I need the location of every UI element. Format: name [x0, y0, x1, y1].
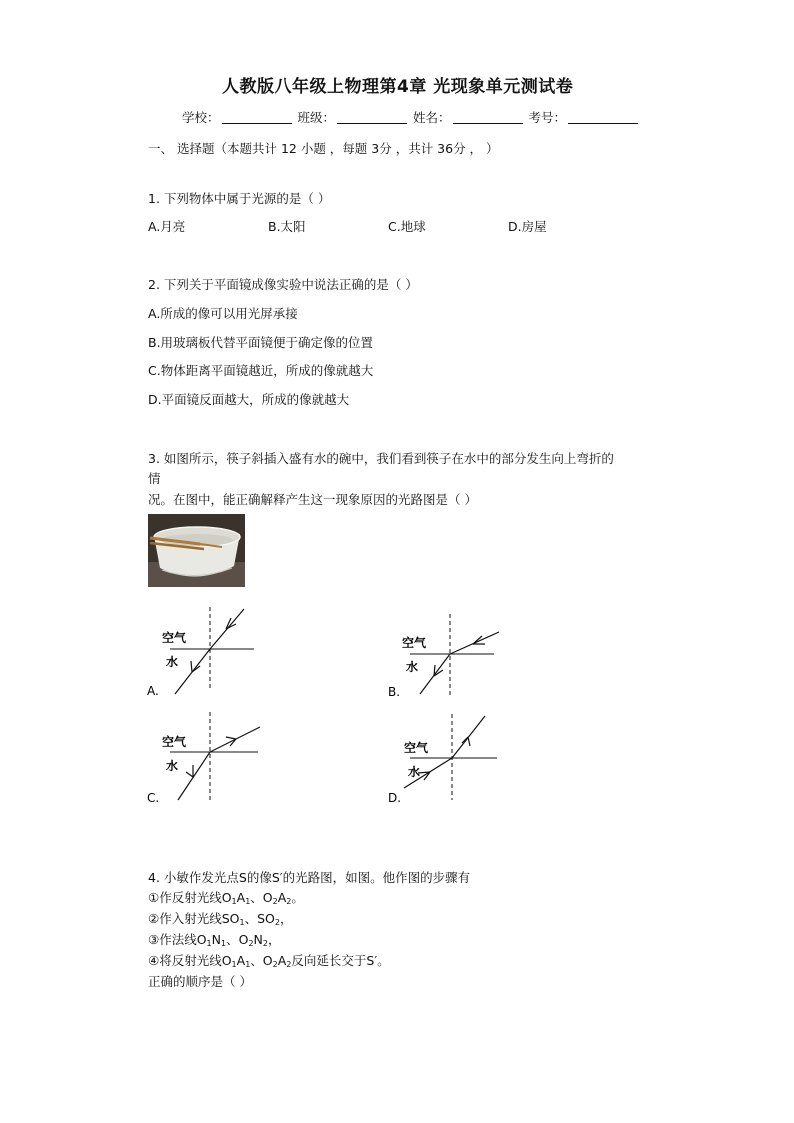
school-blank[interactable] — [222, 111, 292, 124]
q3-a-air-label: 空气 — [162, 631, 187, 645]
q3-c-option-label: C. — [147, 791, 160, 805]
q3-diagram-a — [140, 605, 270, 700]
q3-b-water-label: 水 — [406, 660, 419, 674]
q1-option-a: A.月亮 — [148, 219, 186, 234]
q4-step-4: ④将反射光线$O_1A_1$、$O_2A_2$反向延长交于S′。 — [148, 953, 390, 969]
exam-number-blank[interactable] — [568, 111, 638, 124]
bowl-chopsticks-photo — [148, 514, 245, 587]
info-fields — [182, 110, 644, 126]
q3-stem-line3: 况。在图中，能正确解释产生这一现象原因的光路图是（ ） — [148, 492, 477, 507]
school-label: 学校： — [182, 110, 220, 125]
q2-stem: 2. 下列关于平面镜成像实验中说法正确的是（ ） — [148, 277, 418, 292]
q3-diagram-b — [380, 610, 510, 705]
q3-c-air-label: 空气 — [162, 735, 187, 749]
q3-diagram-d — [380, 712, 510, 807]
exam-number-label: 考号： — [528, 110, 567, 125]
q2-option-a: A.所成的像可以用光屏承接 — [148, 306, 298, 321]
q1-stem: 1. 下列物体中属于光源的是（ ） — [148, 191, 331, 206]
class-blank[interactable] — [337, 111, 407, 124]
section-heading: 一、 选择题（本题共计 12 小题 ，每题 3分 ，共计 36分 ， ） — [148, 141, 499, 156]
class-label: 班级： — [297, 110, 336, 125]
q2-option-d: D.平面镜反面越大，所成的像就越大 — [148, 392, 350, 407]
q3-a-water-label: 水 — [166, 655, 179, 669]
q1-option-c: C.地球 — [388, 219, 426, 234]
q4-step-3: ③作法线$O_1N_1$、$O_2N_2$， — [148, 932, 281, 948]
q1-option-d: D.房屋 — [508, 219, 547, 234]
name-blank[interactable] — [453, 111, 523, 124]
name-label: 姓名： — [413, 110, 451, 125]
q4-step-1: ①作反射光线$O_1A_1$、$O_2A_2$。 — [148, 890, 304, 906]
q3-diagram-c — [140, 710, 270, 810]
q4-stem: 4. 小敏作发光点S的像S′的光路图，如图。他作图的步骤有 — [148, 870, 471, 885]
q3-b-option-label: B. — [388, 685, 401, 699]
q3-a-option-label: A. — [147, 684, 159, 698]
q4-closing: 正确的顺序是（ ） — [148, 974, 252, 989]
q3-stem-line2: 情 — [148, 471, 161, 486]
page-title: 人教版八年级上物理第4章 光现象单元测试卷 — [222, 77, 574, 97]
q2-option-b: B.用玻璃板代替平面镜便于确定像的位置 — [148, 335, 374, 350]
q1-option-b: B.太阳 — [268, 219, 306, 234]
q3-d-water-label: 水 — [408, 765, 421, 779]
q3-c-water-label: 水 — [166, 759, 179, 773]
q3-d-air-label: 空气 — [404, 741, 429, 755]
q3-b-air-label: 空气 — [402, 636, 427, 650]
q3-stem-line1: 3. 如图所示，筷子斜插入盛有水的碗中，我们看到筷子在水中的部分发生向上弯折的 — [148, 451, 614, 466]
q3-d-option-label: D. — [388, 791, 402, 805]
q2-option-c: C.物体距离平面镜越近，所成的像就越大 — [148, 363, 374, 378]
q4-step-2: ②作入射光线$SO_1$、$SO_2$， — [148, 911, 293, 927]
